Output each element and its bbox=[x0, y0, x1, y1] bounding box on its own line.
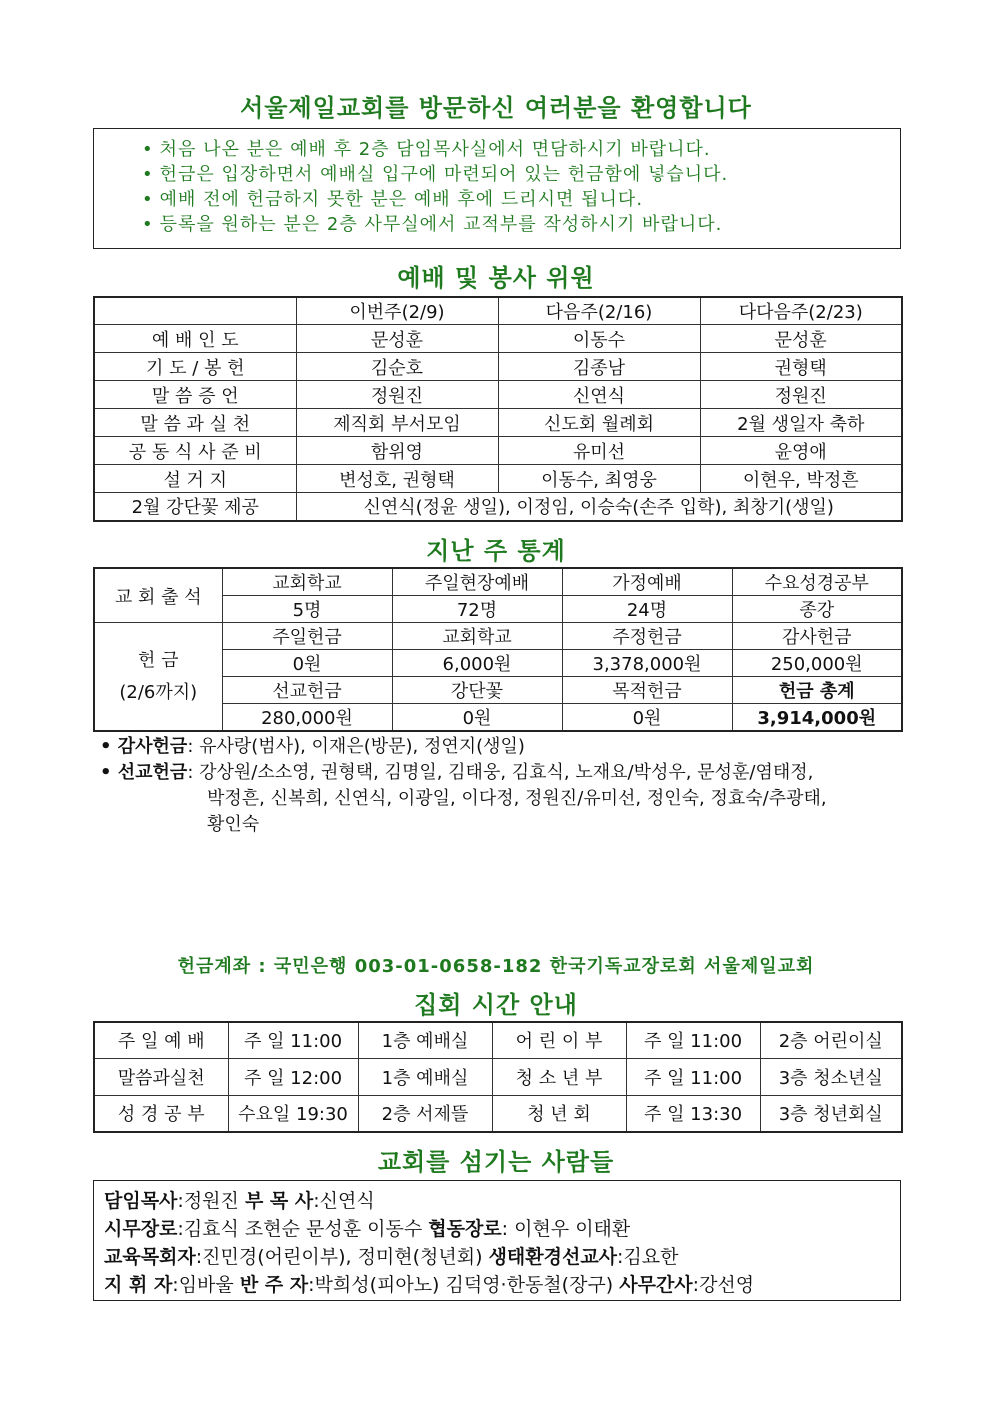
meeting-time: 주 일 11:00 bbox=[626, 1022, 760, 1058]
staff-names: :정원진 bbox=[177, 1190, 245, 1212]
staff-title: 교회를 섬기는 사람들 bbox=[377, 1148, 615, 1176]
staff-role: 생태환경선교사 bbox=[488, 1246, 618, 1268]
service-flower-row bbox=[94, 493, 902, 521]
attendance-header: 가정예배 bbox=[562, 568, 732, 596]
meeting-name: 주 일 예 배 bbox=[94, 1022, 228, 1058]
meeting-place: 2층 서제뜰 bbox=[358, 1095, 492, 1132]
welcome-box bbox=[93, 128, 901, 249]
service-role: 설 거 지 bbox=[94, 465, 296, 493]
service-cell: 이동수 bbox=[498, 325, 700, 353]
meeting-name: 어 린 이 부 bbox=[492, 1022, 626, 1058]
service-cell: 유미선 bbox=[498, 437, 700, 465]
mission-line: : 강상원/소소영, 권형택, 김명일, 김태웅, 김효식, 노재요/박성우, 문성훈/염태정, bbox=[187, 762, 814, 783]
offering-header: 목적헌금 bbox=[562, 677, 732, 704]
service-header bbox=[94, 297, 296, 325]
service-cell: 신연식 bbox=[498, 381, 700, 409]
staff-names: :김효식 조현순 문성훈 이동수 bbox=[177, 1218, 429, 1240]
offering-header-row bbox=[94, 623, 902, 650]
service-role: 예 배 인 도 bbox=[94, 325, 296, 353]
offering-header: 강단꽃 bbox=[392, 677, 562, 704]
service-cell: 이동수, 최영웅 bbox=[498, 465, 700, 493]
account-info: 헌금계좌 : 국민은행 003-01-0658-182 한국기독교장로회 서울제일교회 bbox=[177, 956, 815, 977]
attendance-header: 수요성경공부 bbox=[732, 568, 902, 596]
meeting-name: 청 년 회 bbox=[492, 1095, 626, 1132]
offering-period: (2/6까지) bbox=[119, 681, 198, 703]
meetings-title: 집회 시간 안내 bbox=[414, 991, 578, 1019]
offering-label: 헌 금 bbox=[138, 649, 179, 671]
staff-line bbox=[104, 1187, 890, 1215]
meeting-place: 2층 어린이실 bbox=[760, 1022, 902, 1058]
meeting-row bbox=[94, 1022, 902, 1058]
staff-names: :신연식 bbox=[313, 1190, 375, 1212]
service-title: 예배 및 봉사 위원 bbox=[397, 264, 595, 292]
offering-value: 280,000원 bbox=[222, 704, 392, 732]
staff-names: :임바울 bbox=[172, 1274, 240, 1296]
service-role: 말 씀 과 실 천 bbox=[94, 409, 296, 437]
staff-names: : 이현우 이태환 bbox=[501, 1218, 631, 1240]
staff-role: 담임목사 bbox=[104, 1190, 178, 1212]
meetings-table bbox=[93, 1021, 903, 1133]
service-role: 기 도 / 봉 헌 bbox=[94, 353, 296, 381]
service-cell: 윤영애 bbox=[700, 437, 902, 465]
attendance-label: 교 회 출 석 bbox=[94, 568, 222, 623]
service-cell: 함위영 bbox=[296, 437, 498, 465]
offering-value: 0원 bbox=[392, 704, 562, 732]
staff-names: :진민경(어린이부), 정미현(청년회) bbox=[195, 1246, 489, 1268]
stats-title: 지난 주 통계 bbox=[426, 537, 566, 565]
meeting-place: 3층 청소년실 bbox=[760, 1058, 902, 1095]
staff-line bbox=[104, 1271, 890, 1299]
staff-line bbox=[104, 1243, 890, 1271]
service-cell: 문성훈 bbox=[296, 325, 498, 353]
offering-header: 교회학교 bbox=[392, 623, 562, 650]
welcome-list bbox=[94, 129, 900, 237]
service-header: 이번주(2/9) bbox=[296, 297, 498, 325]
attendance-value: 종강 bbox=[732, 596, 902, 623]
meeting-name: 성 경 공 부 bbox=[94, 1095, 228, 1132]
staff-role: 반 주 자 bbox=[239, 1274, 309, 1296]
mission-line: 박정흔, 신복희, 신연식, 이광일, 이다정, 정원진/유미선, 정인숙, 정효숙/추광태, bbox=[207, 788, 827, 809]
staff-role: 지 휘 자 bbox=[104, 1274, 173, 1296]
service-header: 다음주(2/16) bbox=[498, 297, 700, 325]
meeting-name: 말씀과실천 bbox=[94, 1058, 228, 1095]
offering-value: 0원 bbox=[562, 704, 732, 732]
offering-total-value: 3,914,000원 bbox=[732, 704, 902, 732]
welcome-title: 서울제일교회를 방문하신 여러분을 환영합니다 bbox=[240, 94, 752, 122]
service-cell: 문성훈 bbox=[700, 325, 902, 353]
thanks-note bbox=[100, 734, 525, 760]
offering-value: 3,378,000원 bbox=[562, 650, 732, 677]
staff-names: :강선영 bbox=[692, 1274, 755, 1296]
service-row bbox=[94, 353, 902, 381]
service-cell: 제직회 부서모임 bbox=[296, 409, 498, 437]
service-cell: 정원진 bbox=[296, 381, 498, 409]
meeting-time: 주 일 12:00 bbox=[228, 1058, 358, 1095]
service-row bbox=[94, 465, 902, 493]
service-cell: 2월 생일자 축하 bbox=[700, 409, 902, 437]
service-table bbox=[93, 296, 903, 522]
meeting-row bbox=[94, 1095, 902, 1132]
offering-value: 0원 bbox=[222, 650, 392, 677]
service-row bbox=[94, 409, 902, 437]
flower-label: 2월 강단꽃 제공 bbox=[94, 493, 296, 521]
meeting-place: 3층 청년회실 bbox=[760, 1095, 902, 1132]
attendance-value: 5명 bbox=[222, 596, 392, 623]
welcome-item: • 처음 나온 분은 예배 후 2층 담임목사실에서 면담하시기 바랍니다. bbox=[142, 137, 900, 162]
service-header-row bbox=[94, 297, 902, 325]
service-row bbox=[94, 437, 902, 465]
offering-label-cell bbox=[94, 623, 222, 732]
meeting-row bbox=[94, 1058, 902, 1095]
service-cell: 정원진 bbox=[700, 381, 902, 409]
meeting-time: 주 일 11:00 bbox=[228, 1022, 358, 1058]
offering-total-header: 헌금 총계 bbox=[732, 677, 902, 704]
flower-value: 신연식(정윤 생일), 이정임, 이승숙(손주 입학), 최창기(생일) bbox=[296, 493, 902, 521]
meeting-time: 수요일 19:30 bbox=[228, 1095, 358, 1132]
staff-names: :김요한 bbox=[617, 1246, 679, 1268]
staff-role: 교육목회자 bbox=[104, 1246, 196, 1268]
meeting-place: 1층 예배실 bbox=[358, 1022, 492, 1058]
attendance-header: 주일현장예배 bbox=[392, 568, 562, 596]
staff-role: 부 목 사 bbox=[244, 1190, 314, 1212]
attendance-value: 72명 bbox=[392, 596, 562, 623]
meeting-time: 주 일 13:30 bbox=[626, 1095, 760, 1132]
stats-table bbox=[93, 567, 903, 732]
welcome-item: • 예배 전에 헌금하지 못한 분은 예배 후에 드리시면 됩니다. bbox=[142, 187, 900, 212]
offering-header: 주일헌금 bbox=[222, 623, 392, 650]
mission-label: • 선교헌금 bbox=[100, 762, 188, 783]
service-cell: 이현우, 박정흔 bbox=[700, 465, 902, 493]
mission-line: 황인숙 bbox=[207, 814, 260, 835]
offering-value: 250,000원 bbox=[732, 650, 902, 677]
staff-role: 사무간사 bbox=[619, 1274, 693, 1296]
service-header: 다다음주(2/23) bbox=[700, 297, 902, 325]
service-role: 말 씀 증 언 bbox=[94, 381, 296, 409]
staff-role: 협동장로 bbox=[428, 1218, 502, 1240]
attendance-header: 교회학교 bbox=[222, 568, 392, 596]
service-row bbox=[94, 381, 902, 409]
thanks-value: : 유사랑(범사), 이재은(방문), 정연지(생일) bbox=[187, 736, 525, 757]
staff-line bbox=[104, 1215, 890, 1243]
welcome-item: • 헌금은 입장하면서 예배실 입구에 마련되어 있는 헌금함에 넣습니다. bbox=[142, 162, 900, 187]
service-cell: 신도회 월례회 bbox=[498, 409, 700, 437]
service-cell: 김종남 bbox=[498, 353, 700, 381]
attendance-header-row bbox=[94, 568, 902, 596]
meeting-place: 1층 예배실 bbox=[358, 1058, 492, 1095]
attendance-value: 24명 bbox=[562, 596, 732, 623]
staff-role: 시무장로 bbox=[104, 1218, 178, 1240]
offering-header: 선교헌금 bbox=[222, 677, 392, 704]
offering-header: 주정헌금 bbox=[562, 623, 732, 650]
offering-header: 감사헌금 bbox=[732, 623, 902, 650]
welcome-item: • 등록을 원하는 분은 2층 사무실에서 교적부를 작성하시기 바랍니다. bbox=[142, 212, 900, 237]
service-row bbox=[94, 325, 902, 353]
mission-note bbox=[100, 760, 813, 786]
service-cell: 김순호 bbox=[296, 353, 498, 381]
meeting-name: 청 소 년 부 bbox=[492, 1058, 626, 1095]
thanks-label: • 감사헌금 bbox=[100, 736, 188, 757]
staff-names: :박희성(피아노) 김덕영·한동철(장구) bbox=[308, 1274, 620, 1296]
meeting-time: 주 일 11:00 bbox=[626, 1058, 760, 1095]
offering-value: 6,000원 bbox=[392, 650, 562, 677]
staff-box bbox=[93, 1180, 901, 1301]
service-role: 공 동 식 사 준 비 bbox=[94, 437, 296, 465]
service-cell: 변성호, 권형택 bbox=[296, 465, 498, 493]
service-cell: 권형택 bbox=[700, 353, 902, 381]
